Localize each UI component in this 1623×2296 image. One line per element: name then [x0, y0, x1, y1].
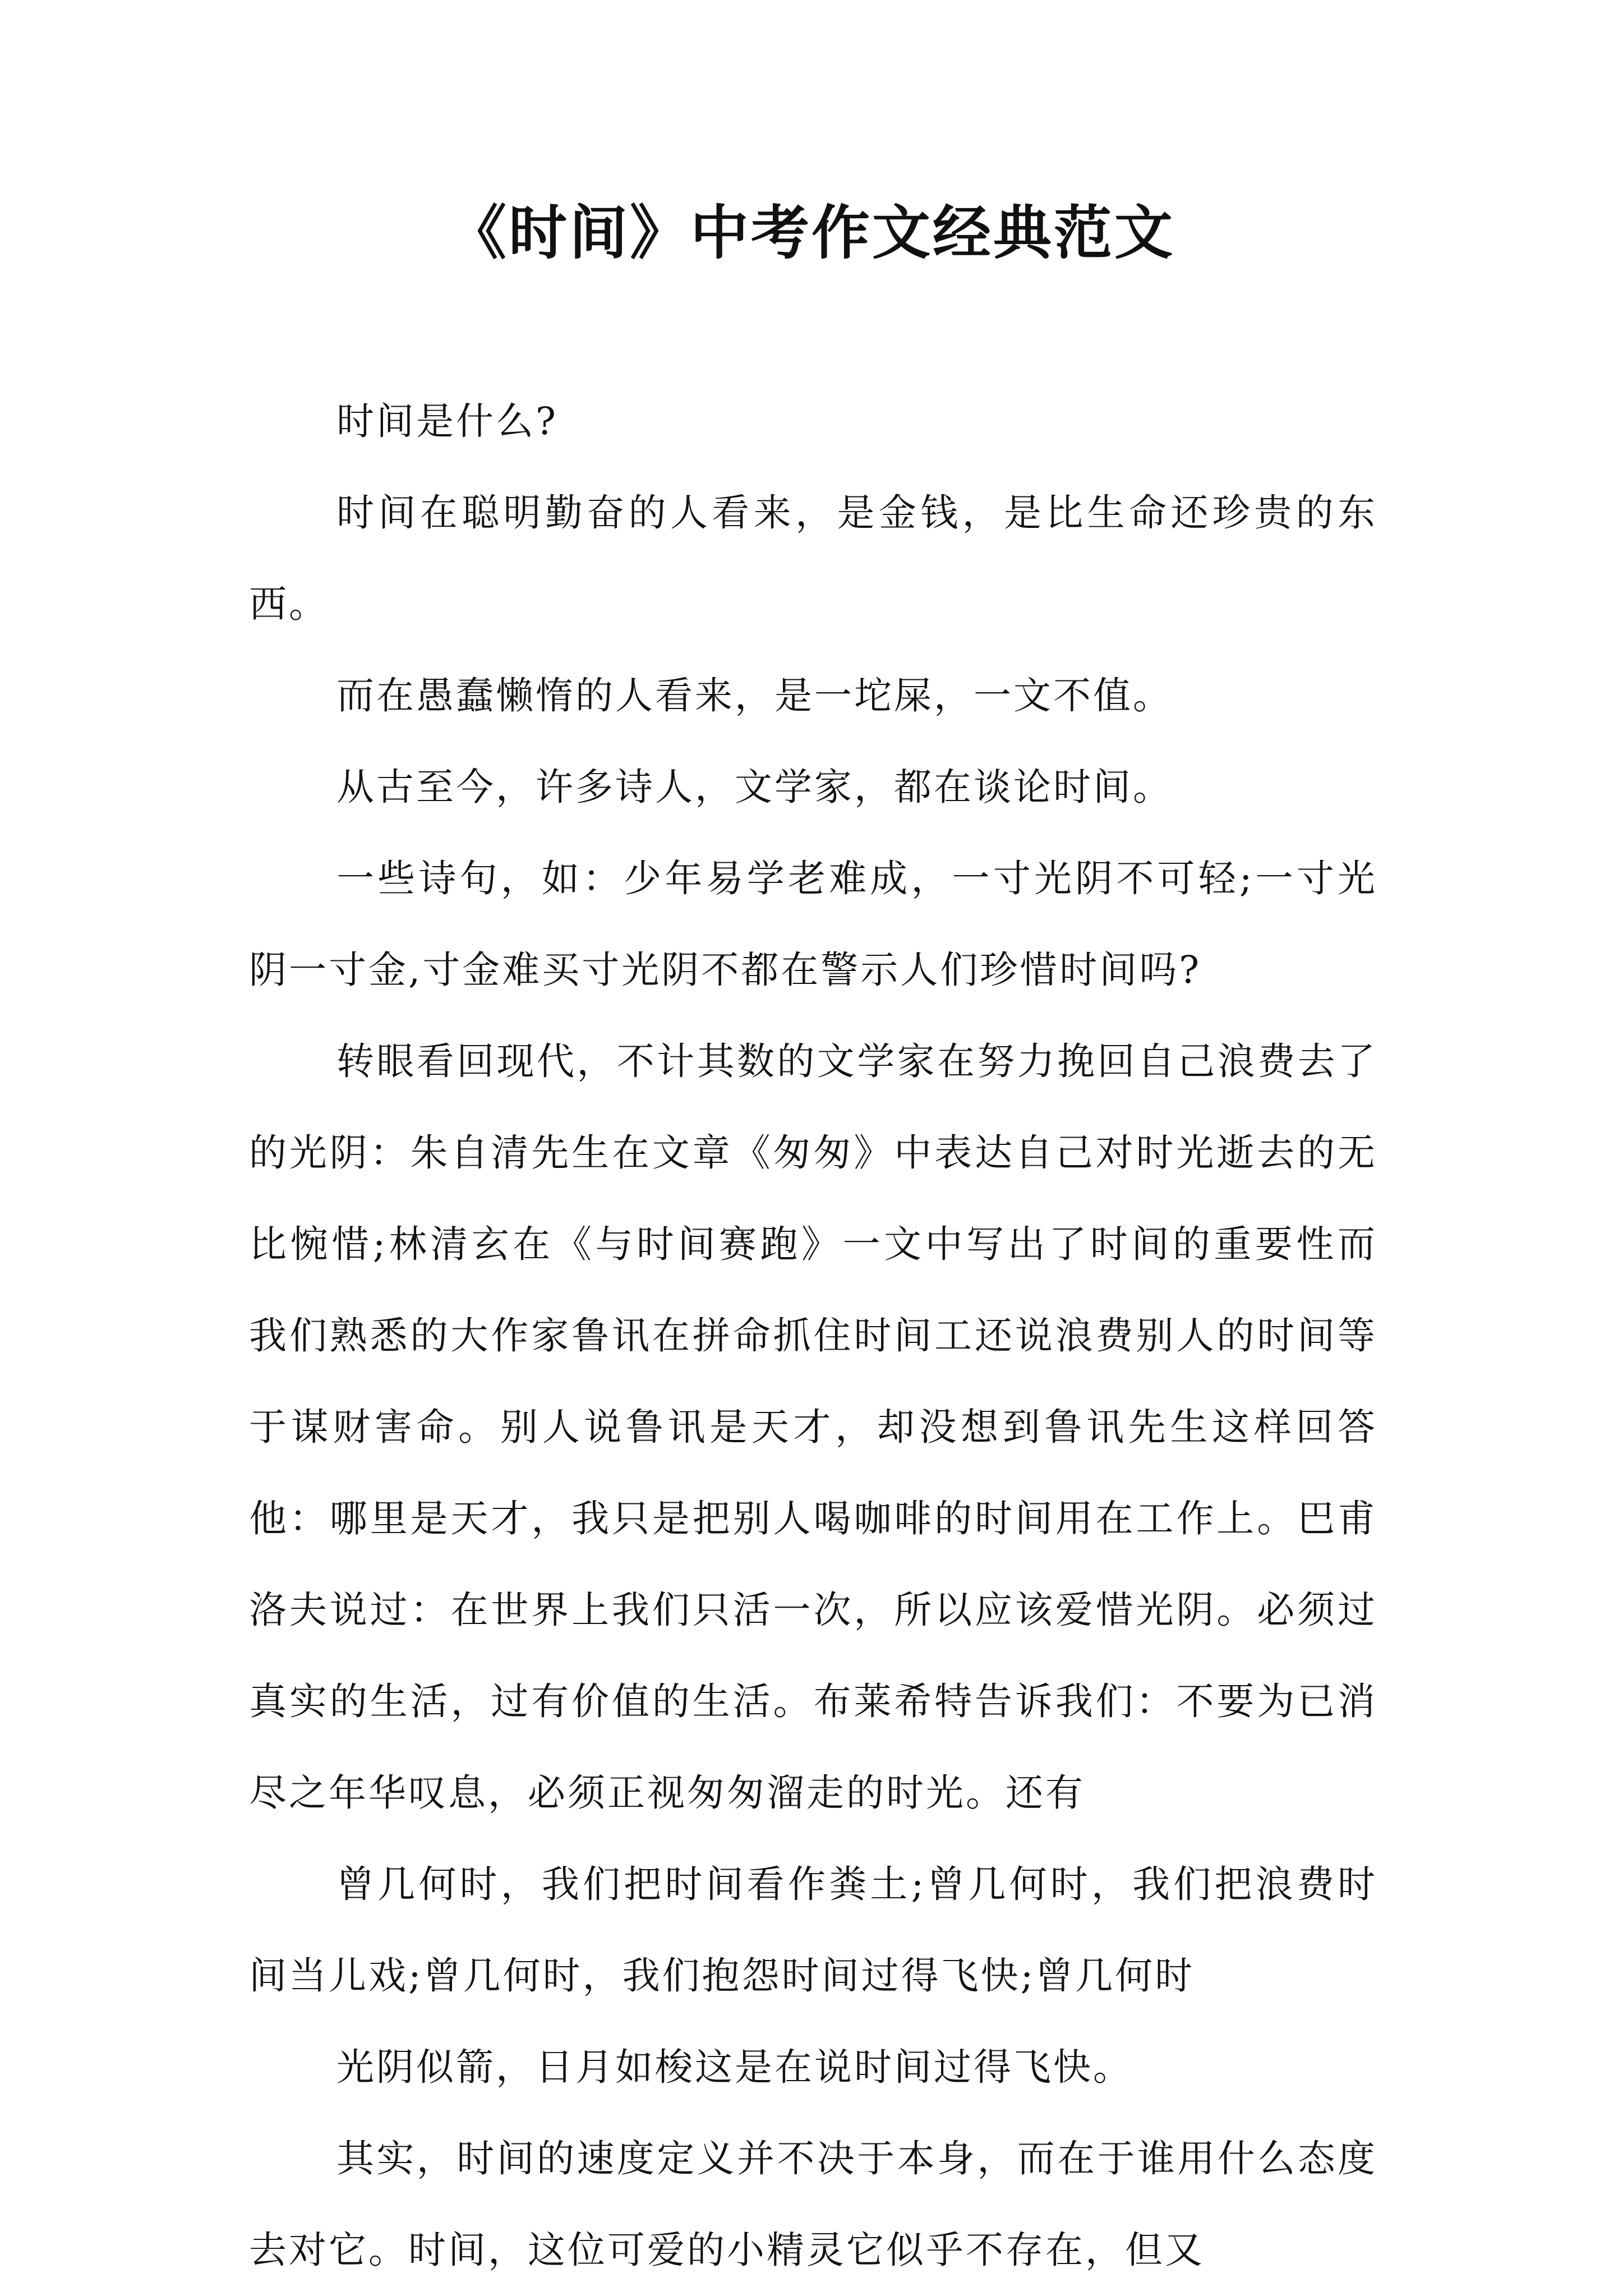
- paragraph: 一些诗句，如：少年易学老难成，一寸光阴不可轻;一寸光阴一寸金,寸金难买寸光阴不都在警示人们珍惜时间吗?: [249, 857, 1377, 992]
- paragraph: 光阴似箭，日月如梭这是在说时间过得飞快。: [336, 2045, 1133, 2089]
- paragraph: 时间在聪明勤奋的人看来，是金钱，是比生命还珍贵的东西。: [249, 491, 1377, 626]
- document-title: 《时间》中考作文经典范文: [448, 198, 1175, 267]
- paragraph: 时间是什么?: [336, 399, 558, 443]
- paragraph: 其实，时间的速度定义并不决于本身，而在于谁用什么态度去对它。时间，这位可爱的小精灵它似乎不存在，但又: [249, 2137, 1377, 2272]
- paragraph: 而在愚蠢懒惰的人看来，是一坨屎，一文不值。: [336, 674, 1173, 717]
- document-body: [249, 376, 1377, 2296]
- paragraph: 从古至今，许多诗人，文学家，都在谈论时间。: [336, 765, 1173, 809]
- paragraph: 转眼看回现代，不计其数的文学家在努力挽回自己浪费去了的光阴：朱自清先生在文章《匆匆》中表达自己对时光逝去的无比惋惜;林清玄在《与时间赛跑》一文中写出了时间的重要性而我们熟悉的大作家鲁讯在拼命抓住时间工还说浪费别人的时间等于谋财害命。别人说鲁讯是天才，却没想到鲁讯先生这样回答他：哪里是天才，我只是把别人喝咖啡的时间用在工作上。巴甫洛夫说过：在世界上我们只活一次，所以应该爱惜光阴。必须过真实的生活，过有价值的生活。布莱希特告诉我们：不要为已消尽之年华叹息，必须正视匆匆溜走的时光。还有: [249, 1039, 1377, 1815]
- paragraph: 曾几何时，我们把时间看作粪土;曾几何时，我们把浪费时间当儿戏;曾几何时，我们抱怨时间过得飞快;曾几何时: [249, 1862, 1377, 1998]
